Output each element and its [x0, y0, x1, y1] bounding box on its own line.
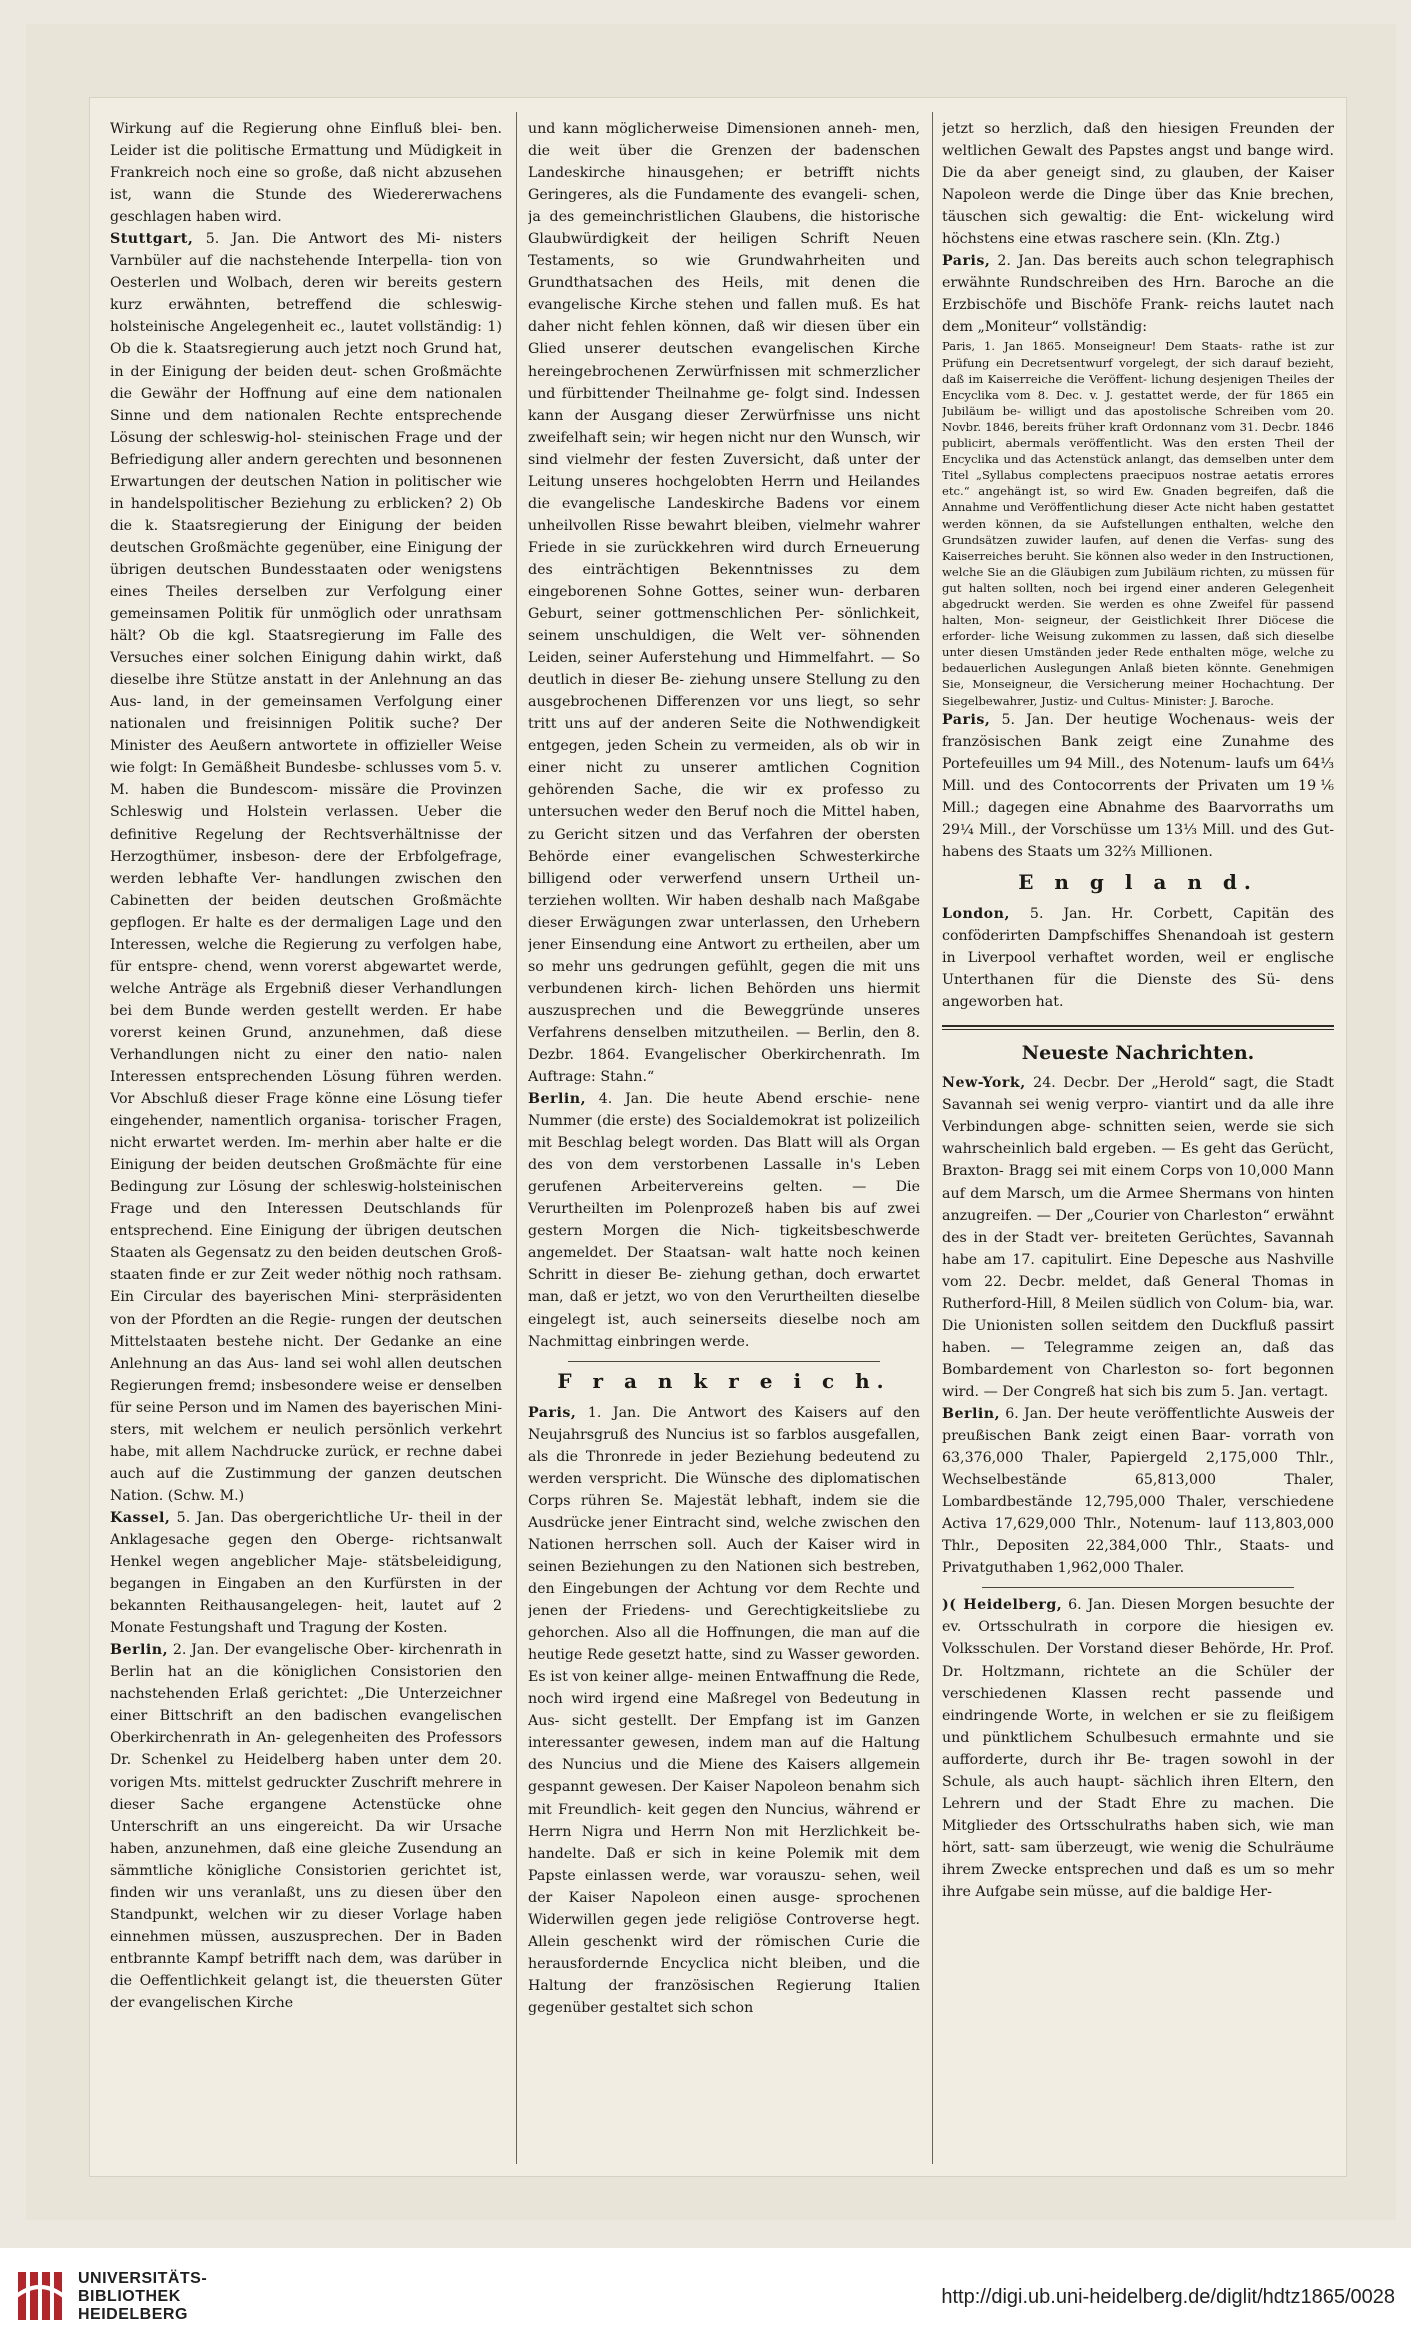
article-berlin: Berlin, 4. Jan. Die heute Abend erschie- nene Nummer (die erste) des Socialdemokrat ist polizeilich mit Beschlag belegt worden. Das Blatt will als Organ des von dem verstorbenen Lassalle in's Leben gerufenen Arbeitervereins gelten. — Die Verurtheilten im Polenprozeß haben bis auf zwei gestern Morgen die Nich- tigkeitsbeschwerde angemeldet. Der Staatsan- walt hatte noch keinen Schritt in dieser Be- ziehung gethan, doch erwartet man, daß er jetzt, wo von den Verurtheilten dieselbe eingelegt ist, auch seinerseits dieselbe noch am Nachmittag einbringen werde.	[528, 1091, 920, 1350]
column-3	[942, 118, 1334, 2158]
dateline: Berlin,	[942, 1405, 1001, 1422]
newspaper-page	[90, 98, 1346, 2176]
article-london: London, 5. Jan. Hr. Corbett, Capitän des conföderirten Dampfschiffes Shenandoah ist gestern in Liverpool verhaftet worden, weil er englische Unterthanen für die Dienste des Sü- dens angeworben hat.	[942, 906, 1334, 1011]
section-divider	[982, 1587, 1294, 1588]
section-divider	[942, 1029, 1334, 1030]
quoted-circular: Paris, 1. Jan 1865. Monseigneur! Dem Staats- rathe ist zur Prüfung ein Decretsentwurf vorgelegt, der sich darauf bezieht, daß im Kaiserreiche die Veröffent- lichung desjenigen Theiles der Encyclika vom 8. Dec. v. J. gestattet werde, der für 1865 ein Jubiläum be- willigt und das apostolische Schreiben vom 20. Novbr. 1846, bereits früher kraft Ordonnanz vom 31. Decbr. 1846 publicirt, abermals veröffentlicht. Was den ersten Theil der Encyclika und das Actenstück anlangt, das demselben unter dem Titel „Syllabus complectens praecipuos nostrae aetatis errores etc.“ angehängt ist, so wird Ew. Gnaden begreifen, daß die Annahme und Veröffentlichung dieser Acte nicht haben gestattet werden können, da sie Aufstellungen enthalten, welche den Grundsätzen zuwider laufen, auf denen die Verfas- sung des Kaiserreiches beruht. Sie können also weder in den Instructionen, welche Sie an die Gläubigen zum Jubiläum richten, zu müssen für gut halten sollten, noch bei irgend einer anderen Gelegenheit abgedruckt werden. Sie werden es ohne Zweifel für passend halten, Mon- seigneur, der Geistlichkeit Ihrer Diöcese die erforder- liche Weisung zukommen zu lassen, daß sich dieselbe unter diesen Umständen jeder Rede enthalten möge, welche zu bedauerlichen Auslegungen Anlaß bieten könnte. Genehmigen Sie, Monseigneur, die Versicherung meiner Hochachtung. Der Siegelbewahrer, Justiz- und Cultus- Minister: J. Baroche.	[942, 339, 1334, 708]
article-paris: Paris, 5. Jan. Der heutige Wochenaus- weis der französischen Bank zeigt eine Zunahme des Portefeuilles um 94 Mill., des Notenum- laufs um 64⅓ Mill. und des Contocorrents der Privaten um 19⅙ Mill.; dagegen eine Abnahme des Baarvorraths um 29¼ Mill., der Vorschüsse um 13⅓ Mill. und des Gut- habens des Staats um 32⅔ Millionen.	[942, 711, 1334, 860]
article-paragraph: Wirkung auf die Regierung ohne Einfluß blei- ben. Leider ist die politische Ermattung und Müdigkeit in Frankreich noch eine so große, daß nicht abzusehen ist, wann die Stunde des Wiedererwachens geschlagen haben wird.	[110, 121, 502, 226]
section-heading-england: E n g l a n d.	[1018, 869, 1258, 894]
university-library-logo-icon	[14, 2268, 66, 2324]
section-heading-frankreich: F r a n k r e i c h.	[557, 1368, 891, 1393]
section-divider	[942, 1025, 1334, 1027]
article-heidelberg: )( Heidelberg, 6. Jan. Diesen Morgen besuchte der ev. Ortsschulrath in corpore die hiesigen ev. Volksschulen. Der Vorstand dieser Behörde, Hr. Prof. Dr. Holtzmann, richtete an die Schüler der verschiedenen Klassen recht passende und eindringende Worte, in welchen er sie zu fleißigem und pünktlichem Schulbesuch ermahnte und sie aufforderte, durch ihr Be- tragen sowohl in der Schule, als auch haupt- sächlich ihren Eltern, den Lehrern und der Stadt Ehre zu machen. Die Mitglieder des Ortsschulraths haben sich, wie man hört, satt- sam überzeugt, wie wenig die Schulräume ihrem Zwecke entsprechen und daß es um so mehr ihre Aufgabe sein müsse, auf die baldige Her-	[942, 1597, 1334, 1900]
dateline: Paris,	[528, 1404, 577, 1421]
dateline: New-York,	[942, 1075, 1026, 1092]
article-paris: Paris, 2. Jan. Das bereits auch schon telegraphisch erwähnte Rundschreiben des Hrn. Baroche an die Erzbischöfe und Bischöfe Frank- reichs lautet nach dem „Moniteur“ vollständig:	[942, 253, 1334, 336]
library-logo-text: UNIVERSITÄTS- BIBLIOTHEK HEIDELBERG	[78, 2270, 208, 2323]
article-paragraph: und kann möglicherweise Dimensionen anneh- men, die weit über die Grenzen der badenschen Landeskirche hinausgehen; er betrifft nichts Geringeres, als die Fundamente des evangeli- schen, ja des gemeinchristlichen Glaubens, die historische Glaubwürdigkeit der heiligen Schrift Neuen Testaments, so wie Grundwahrheiten und Grundthatsachen des Heils, mit denen die evangelische Kirche stehen und fallen muß. Es hat daher nicht fehlen können, daß wir diesen über ein Glied unserer deutschen evangelischen Kirche hereingebrochenen Zerwürfnissen mit schmerzlicher und fürbittender Theilnahme ge- folgt sind. Indessen kann der Ausgang dieser Zerwürfnisse uns nicht zweifelhaft sein; wir hegen nicht nur den Wunsch, wir sind vielmehr der festen Zuversicht, daß unter der Leitung unseres hochgelobten Herrn und Heilandes die evangelische Landeskirche Badens vor einem unheilvollen Risse bewahrt bleiben, vielmehr wahrer Friede in sie zurückkehren wird durch Erneuerung des einträchtigen Bekenntnisses zu dem eingeborenen Sohne Gottes, seiner wun- derbaren Geburt, seiner gottmenschlichen Per- sönlichkeit, seinem unschuldigen, die Welt ver- söhnenden Leiden, seiner Auferstehung und Himmelfahrt. — So deutlich in dieser Be- ziehung unsere Stellung zu den ausgebrochenen Differenzen vor uns liegt, so sehr tritt uns auf der anderen Seite die Nothwendigkeit entgegen, jeden Schein zu vermeiden, als ob wir in einer nicht zu unserer amtlichen Cognition gehörenden Sache, die wir ex professo zu untersuchen weder den Beruf noch die Mittel haben, zu Gericht sitzen und das Verfahren der obersten Behörde einer evangelischen Schwesterkirche billigend oder verwerfend unsern Urtheil un- terziehen wollten. Wir haben deshalb nach Maßgabe dieser Erwägungen zwar unterlassen, den Urhebern jener Einsendung eine Antwort zu ertheilen, aber um so mehr uns gedrungen gefühlt, gegen die mit uns verbundenen kirch- lichen Behörden uns hiermit auszusprechen und die Beweggründe unseres Verfahrens denselben mitzutheilen. — Berlin, den 8. Dezbr. 1864. Evangelischer Oberkirchenrath. Im Auftrage: Stahn.“	[528, 121, 920, 1086]
column-1	[110, 118, 502, 2158]
section-divider	[568, 1361, 880, 1362]
dateline: Berlin,	[528, 1091, 587, 1108]
article-paris: Paris, 1. Jan. Die Antwort des Kaisers auf den Neujahrsgruß des Nuncius ist so farblos ausgefallen, als die Thronrede in jeder Beziehung bedeutend zu werden verspricht. Die Wünsche des diplomatischen Corps rühren Se. Majestät lebhaft, indem sie die Ausdrücke jener Eintracht sind, welche zwischen den Nationen herrschen soll. Auch der Kaiser wird in seinen Beziehungen zu den Nationen sich bestreben, den Eingebungen der Achtung vor dem Rechte und jenen der Friedens- und Gerechtigkeitsliebe zu gehorchen. Also all die Hoffnungen, die man auf die heutige Rede gesetzt hatte, sind zu Wasser geworden. Es ist von keiner allge- meinen Entwaffnung die Rede, noch wird irgend eine Maßregel von Bedeutung in Aus- sicht gestellt. Der Empfang ist im Ganzen interessanter gewesen, indem man auf die Haltung des Nuncius und die Miene des Kaisers allgemein gespannt gewesen. Der Kaiser Napoleon benahm sich mit Freundlich- keit gegen den Nuncius, während er Herrn Nigra und Herrn Non mit Herzlichkeit be- handelte. Daß er sich in keine Polemik mit dem Papste einlassen werde, war vorauszu- sehen, weil der Kaiser Napoleon einen ausge- sprochenen Widerwillen gegen jede religiöse Controverse hegt. Allein geschenkt wird der römischen Curie die herausfordernde Encyclica nicht bleiben, und die Haltung der französischen Regierung Italien gegenüber gestaltet sich schon	[528, 1404, 920, 2016]
dateline: London,	[942, 906, 1010, 922]
column-divider	[516, 112, 517, 2164]
dateline: )( Heidelberg,	[942, 1597, 1063, 1614]
article-stuttgart: Stuttgart, 5. Jan. Die Antwort des Mi- nisters Varnbüler auf die nachstehende Interpella- tion von Oesterlen und Wolbach, deren wir bereits gestern kurz erwähnten, betreffend die schleswig- holsteinische Angelegenheit ec., lautet vollständig: 1) Ob die k. Staatsregierung auch jetzt noch Grund hat, in der Einigung der beiden deut- schen Großmächte die Gewähr der Hoffnung auf eine dem nationalen Sinne und dem nationalen Rechte entsprechende Lösung der schleswig-hol- steinischen Frage und der Befriedigung aller andern gerechten und besonnenen Erwartungen der deutschen Nation in politischer wie in handelspolitischer Beziehung zu erblicken? 2) Ob die k. Staatsregierung der Einigung der beiden deutschen Großmächte gegenüber, eine Einigung der übrigen deutschen Bundesstaaten oder wenigstens eines Theiles derselben zur Verfolgung einer gemeinsamen Politik für unmöglich oder unrathsam hält? Ob die kgl. Staatsregierung im Falle des Versuches einer solchen Einigung dahin wirkt, daß dieselbe ihre Stütze anstatt in der Anlehnung an das Aus- land, in der gemeinsamen Verfolgung einer nationalen und freisinnigen Politik suche? Der Minister des Aeußern antwortete in offizieller Weise wie folgt: In Gemäßheit Bundesbe- schlusses vom 5. v. M. haben die Bundescom- missäre die Provinzen Schleswig und Holstein verlassen. Ueber die definitive Regelung der Rechtsverhältnisse der Herzogthümer, insbeson- dere der Erbfolgefrage, werden lebhafte Ver- handlungen zwischen den Cabinetten der beiden deutschen Großmächte gepflogen. Er halte es der dermaligen Lage und den Interessen, welche die Regierung zu verfolgen habe, für entspre- chend, wenn vorerst abgewartet werde, welche Anträge als Ergebniß dieser Verhandlungen bei dem Bunde werden gestellt werden. Er habe vorerst keinen Grund, anzunehmen, daß diese Verhandlungen nicht zu einer den natio- nalen Interessen entsprechenden Lösung führen werden. Vor Abschluß dieser Frage könne eine Lösung tiefer eingehender, namentlich organisa- torischer Fragen, nicht erwartet werden. Im- merhin aber halte er die Einigung der beiden deutschen Großmächte für eine Bedingung zur Lösung der schleswig-holsteinischen Frage und den Interessen Deutschlands für entsprechend. Eine Einigung der übrigen deutschen Staaten als Gegensatz zu den beiden deutschen Groß- staaten finde er zur Zeit weder nöthig noch rathsam. Ein Circular des bayerischen Mini- sterpräsidenten von der Pfordten an die Regie- rungen der deutschen Mittelstaaten bestehe nicht. Der Gedanke an eine Anlehnung an das Aus- land sei wohl allen deutschen Regierungen fremd; insbesondere weise er denselben für seine Person und im Namen des bayerischen Mini- sters, mit welchem er neulich persönlich verkehrt habe, mit allem Nachdrucke zurück, er rechne dabei auch auf die Zustimmung der ganzen deutschen Nation. (Schw. M.)	[110, 231, 502, 1504]
footer-bar	[0, 2248, 1411, 2348]
article-berlin: Berlin, 6. Jan. Der heute veröffentlichte Ausweis der preußischen Bank zeigt einen Baar- vorrath von 63,376,000 Thaler, Papiergeld 2,175,000 Thlr., Wechselbestände 65,813,000 Thaler, Lombardbestände 12,795,000 Thaler, verschiedene Activa 17,629,000 Thlr., Notenum- lauf 113,803,000 Thlr., Depositen 22,384,000 Thlr., Staats- und Privatguthaben 1,962,000 Thaler.	[942, 1405, 1334, 1577]
article-kassel: Kassel, 5. Jan. Das obergerichtliche Ur- theil in der Anklagesache gegen den Oberge- richtsanwalt Henkel wegen angeblicher Maje- stätsbeleidigung, begangen in Eingaben an den Kurfürsten in der bekannten Reithausangelegen- heit, lautet auf 2 Monate Festungshaft und Tragung der Kosten.	[110, 1509, 502, 1637]
permalink-url[interactable]: http://digi.ub.uni-heidelberg.de/diglit/hdtz1865/0028	[941, 2286, 1395, 2308]
column-2	[528, 118, 920, 2158]
dateline: Paris,	[942, 253, 991, 270]
article-berlin: Berlin, 2. Jan. Der evangelische Ober- kirchenrath in Berlin hat an die königlichen Consistorien den nachstehenden Erlaß gerichtet: „Die Unterzeichner einer Bittschrift an den badischen evangelischen Oberkirchenrath in An- gelegenheiten des Professors Dr. Schenkel zu Heidelberg haben unter dem 20. vorigen Mts. mittelst gedruckter Zuschrift mehrere in dieser Sache ergangene Actenstücke ohne Unterschrift an uns eingereicht. Da wir Ursache haben, anzunehmen, daß eine gleiche Zusendung an sämmtliche königliche Consistorien gerichtet ist, finden wir uns veranlaßt, uns zu diesen über den Standpunkt, welchen wir zu dieser Vorlage haben einnehmen müssen, auszusprechen. Der in Baden entbrannte Kampf betrifft nach dem, was darüber in die Oeffentlichkeit gelangt ist, die theuersten Güter der evangelischen Kirche	[110, 1642, 502, 2011]
dateline: Kassel,	[110, 1509, 171, 1526]
article-paragraph: jetzt so herzlich, daß den hiesigen Freunden der weltlichen Gewalt des Papstes angst und bange wird. Die da aber geneigt sind, zu glauben, der Kaiser Napoleon werde die Dinge über das Knie brechen, täuschen sich gewaltig: die Ent- wickelung wird höchstens eine etwas raschere sein. (Kln. Ztg.)	[942, 121, 1334, 248]
column-divider	[932, 112, 933, 2164]
article-new-york: New-York, 24. Decbr. Der „Herold“ sagt, die Stadt Savannah sei wenig verpro- viantirt und da alle ihre Verbindungen abge- schnitten seien, werde sie sich wahrscheinlich bald ergeben. — Es geht das Gerücht, Braxton- Bragg sei mit einem Corps von 10,000 Mann auf dem Marsch, um die Armee Shermans von hinten anzugreifen. — Der „Courier von Charleston“ erwähnt des in der Stadt ver- breiteten Gerüchtes, Savannah habe am 17. capitulirt. Eine Depesche aus Nashville vom 22. Decbr. meldet, daß General Thomas in Rutherford-Hill, 8 Meilen südlich von Colum- bia, war. Die Unionisten sollen seitdem den Duckfluß passirt haben. — Telegramme zeigen an, daß das Bombardement von Charleston so- fort begonnen wird. — Der Congreß hat sich bis zum 5. Jan. vertagt.	[942, 1075, 1334, 1400]
section-heading-neueste-nachrichten: Neueste Nachrichten.	[1021, 1042, 1255, 1065]
dateline: Paris,	[942, 711, 991, 728]
dateline: Stuttgart,	[110, 231, 194, 248]
dateline: Berlin,	[110, 1642, 169, 1659]
